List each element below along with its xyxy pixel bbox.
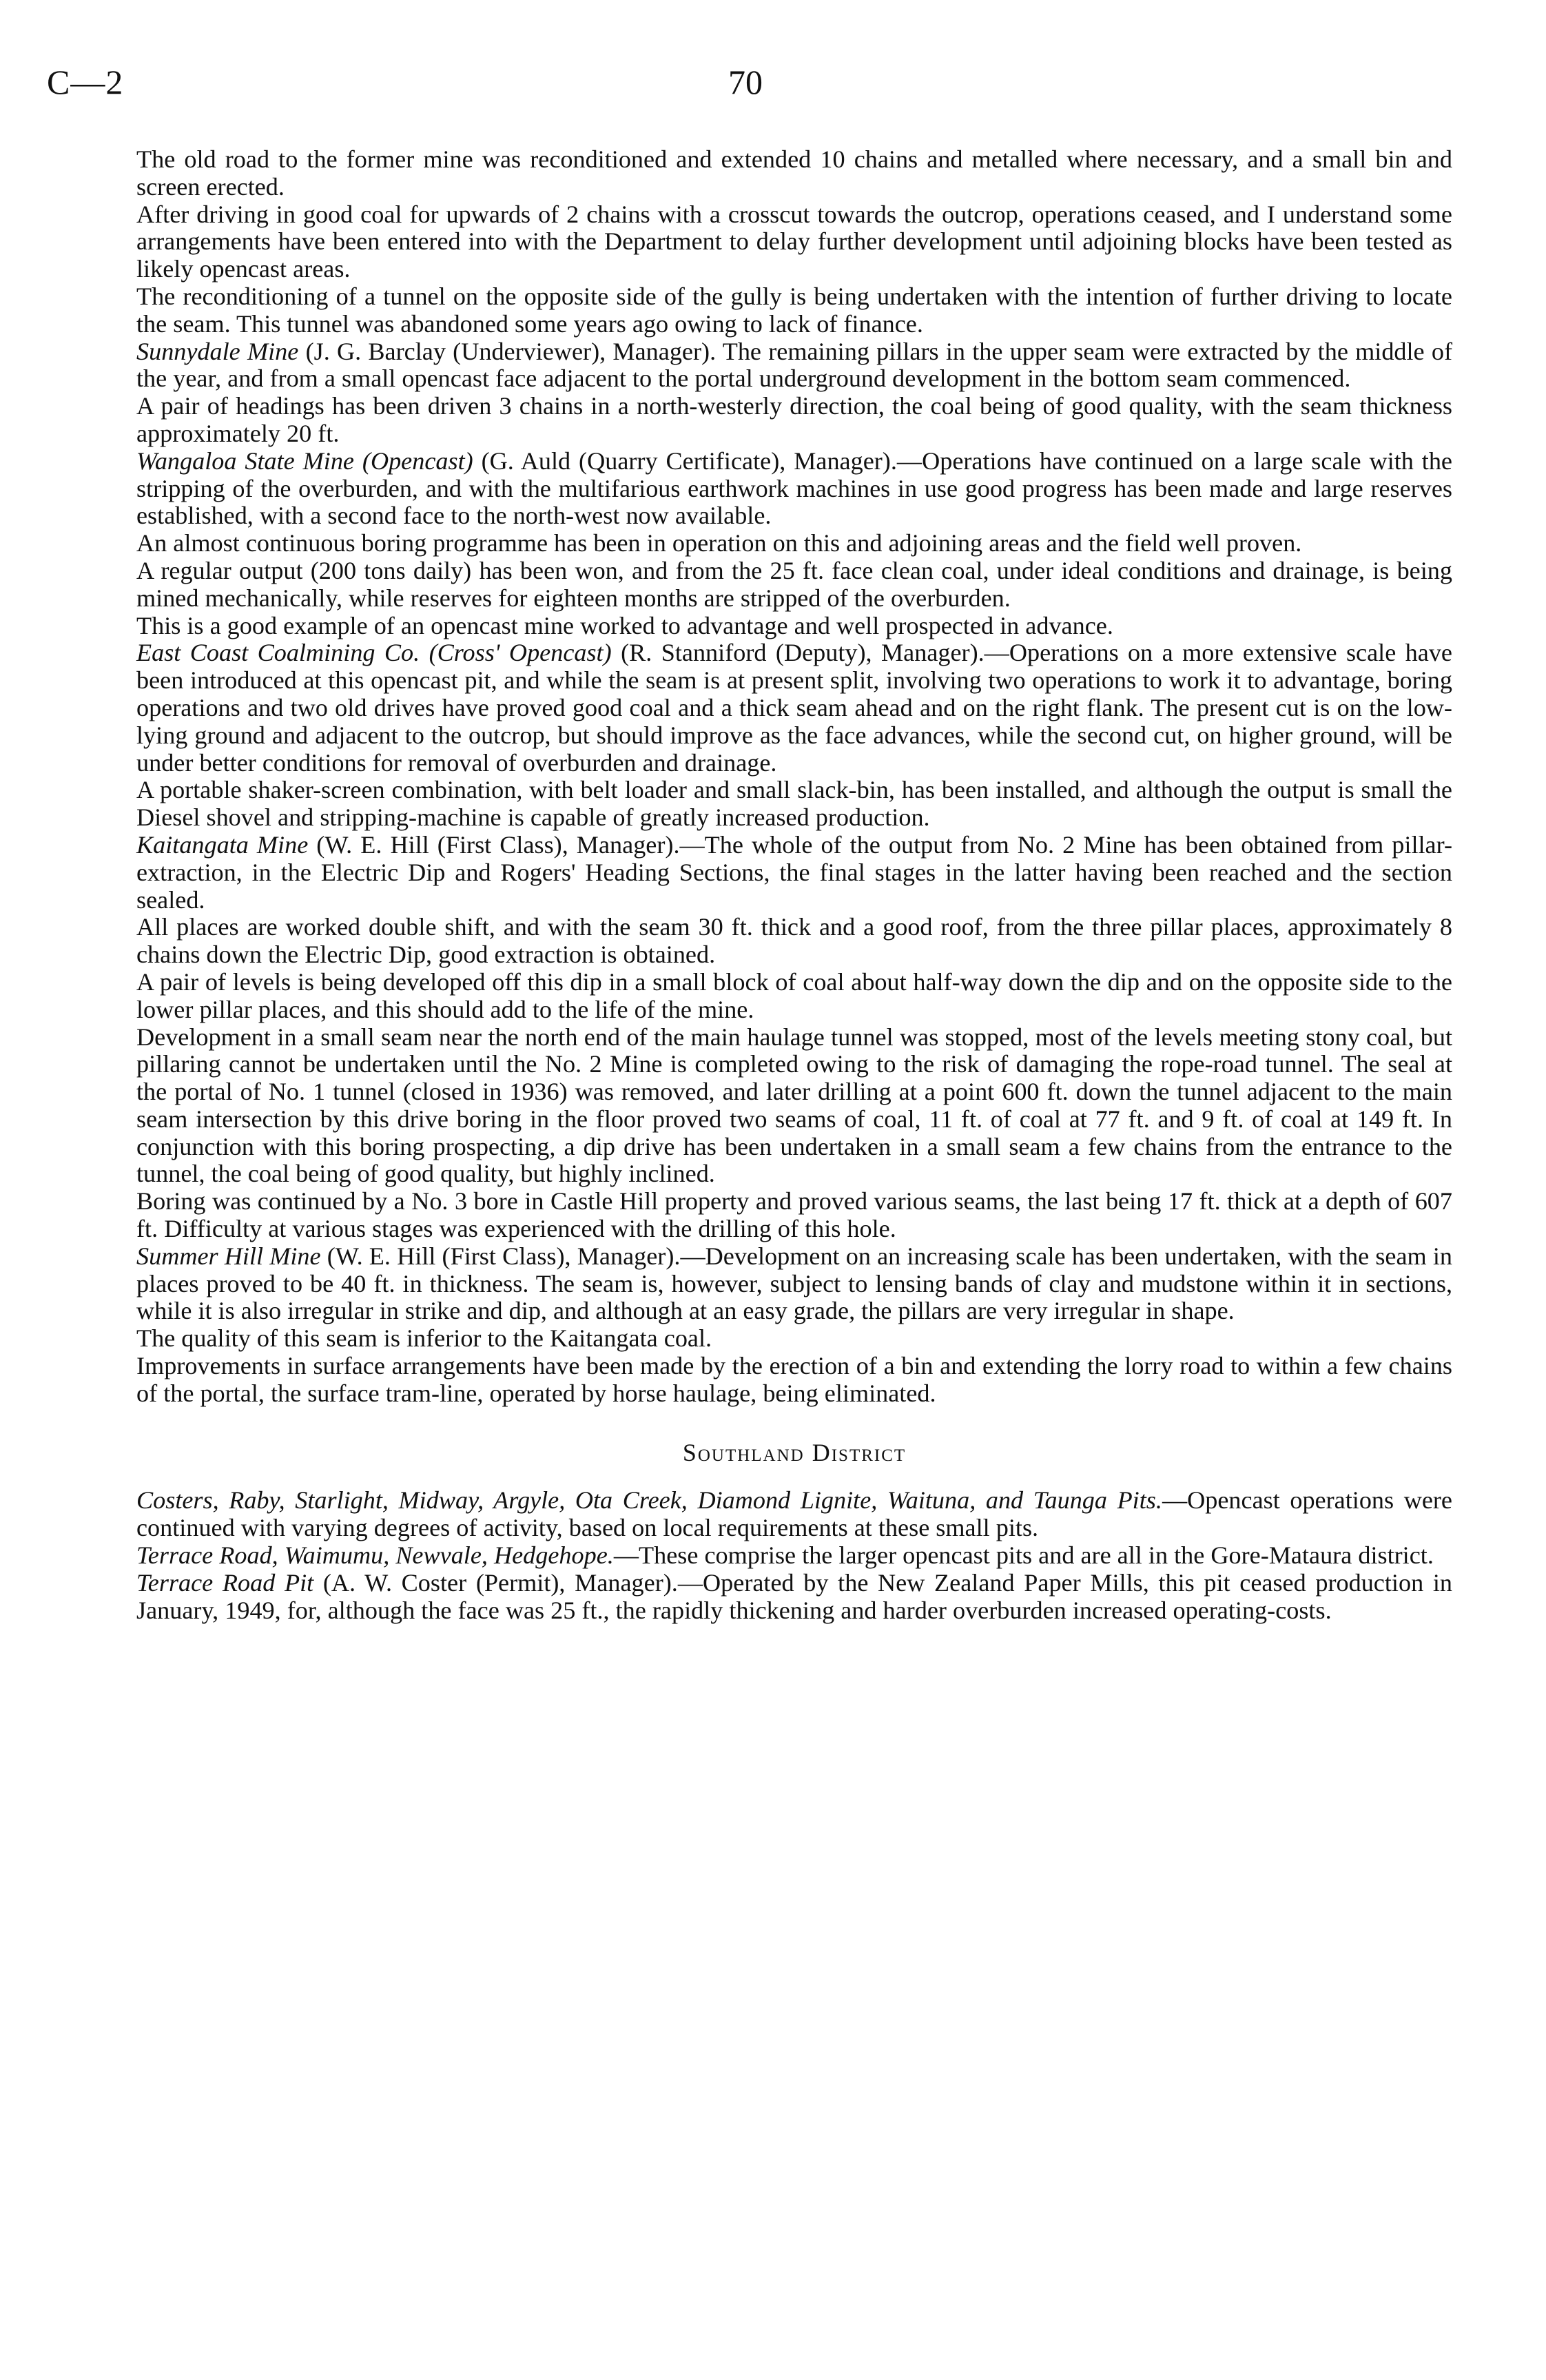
body-text bbox=[136, 146, 1452, 1624]
paragraph-small-pits: Costers, Raby, Starlight, Midway, Argyle, Ota Creek, Diamond Lignite, Waituna, and Taunga Pits.—Opencast operations were continued with varying degrees of activity, based on local requirements at these small pits. bbox=[136, 1486, 1452, 1542]
paragraph-terrace-road-pit: Terrace Road Pit (A. W. Coster (Permit), Manager).—Operated by the New Zealand Paper Mills, this pit ceased production in January, 1949, for, although the face was 25 ft., the rapidly thickening and harder overburden increased operating-costs. bbox=[136, 1568, 1452, 1624]
paragraph-sunnydale-mine: Sunnydale Mine (J. G. Barclay (Underviewer), Manager). The remaining pillars in the upper seam were extracted by the middle of the year, and from a small opencast face adjacent to the portal underground development in the bottom seam commenced. bbox=[136, 337, 1452, 393]
paragraph: Improvements in surface arrangements have been made by the erection of a bin and extending the lorry road to within a few chains of the portal, the surface tram-line, operated by horse haulage, being eliminated. bbox=[136, 1352, 1452, 1407]
section-heading: Southland District bbox=[682, 1438, 907, 1466]
paragraph: The quality of this seam is inferior to the Kaitangata coal. bbox=[136, 1324, 712, 1353]
mine-name: Kaitangata Mine bbox=[136, 830, 309, 859]
paragraph: All places are worked double shift, and with the seam 30 ft. thick and a good roof, from the three pillar places, approximately 8 chains down the Electric Dip, good extraction is obtained. bbox=[136, 913, 1452, 969]
page-number: 70 bbox=[728, 63, 763, 101]
paragraph: Boring was continued by a No. 3 bore in Castle Hill property and proved various seams, the last being 17 ft. thick at a depth of 607 ft. Difficulty at various stages was experienced with the drilling of this hole. bbox=[136, 1187, 1452, 1243]
mine-name: East Coast Coalmining Co. (Cross' Opencast) bbox=[136, 639, 612, 667]
mine-name: Wangaloa State Mine (Opencast) bbox=[136, 447, 473, 475]
paragraph: A pair of levels is being developed off this dip in a small block of coal about half-way down the dip and on the opposite side to the lower pillar places, and this should add to the life of the mine. bbox=[136, 967, 1452, 1023]
report-code: C—2 bbox=[47, 63, 124, 101]
paragraph-summer-hill-mine: Summer Hill Mine (W. E. Hill (First Class), Manager).—Development on an increasing scale has been undertaken, with the seam in places proved to be 40 ft. in thickness. The seam is, however, subject to lensing bands of clay and mudstone within it in sections, while it is also irregular in strike and dip, and although at an easy grade, the pillars are very irregular in shape. bbox=[136, 1242, 1452, 1325]
mine-name: Summer Hill Mine bbox=[136, 1242, 321, 1270]
paragraph-wangaloa-mine: Wangaloa State Mine (Opencast) (G. Auld (Quarry Certificate), Manager).—Operations have continued on a large scale with the stripping of the overburden, and with the multifarious earthwork machines in use good progress has been made and large reserves established, with a second face to the north-west now available. bbox=[136, 447, 1452, 530]
paragraph: An almost continuous boring programme has been in operation on this and adjoining areas and the field well proven. bbox=[136, 529, 1302, 557]
paragraph: This is a good example of an opencast mine worked to advantage and well prospected in advance. bbox=[136, 611, 1113, 639]
paragraph: The reconditioning of a tunnel on the opposite side of the gully is being undertaken with the intention of further driving to locate the seam. This tunnel was abandoned some years ago owing to lack of finance. bbox=[136, 282, 1452, 338]
paragraph-east-coast: East Coast Coalmining Co. (Cross' Opencast) (R. Stanniford (Deputy), Manager).—Operations on a more extensive scale have been introduced at this opencast pit, and while the seam is at present split, involving two operations to work it to advantage, boring operations and two old drives have proved good coal and a thick seam ahead and on the right flank. The present cut is on the low-lying ground and adjacent to the outcrop, but should improve as the face advances, while the second cut, on higher ground, will be under better conditions for removal of overburden and drainage. bbox=[136, 639, 1452, 777]
paragraph-larger-pits: Terrace Road, Waimumu, Newvale, Hedgehope.—These comprise the larger opencast pits and are all in the Gore-Mataura district. bbox=[136, 1541, 1434, 1570]
paragraph: The old road to the former mine was reconditioned and extended 10 chains and metalled where necessary, and a small bin and screen erected. bbox=[136, 145, 1452, 201]
paragraph: After driving in good coal for upwards of 2 chains with a crosscut towards the outcrop, operations ceased, and I understand some arrangements have been entered into with the Department to delay further development until adjoining blocks have been tested as likely opencast areas. bbox=[136, 200, 1452, 283]
paragraph: A pair of headings has been driven 3 chains in a north-westerly direction, the coal being of good quality, with the seam thickness approximately 20 ft. bbox=[136, 392, 1452, 447]
paragraph: Development in a small seam near the north end of the main haulage tunnel was stopped, most of the levels meeting stony coal, but pillaring cannot be undertaken until the No. 2 Mine is completed owing to the risk of damaging the rope-road tunnel. The seal at the portal of No. 1 tunnel (closed in 1936) was removed, and later drilling at a point 600 ft. down the tunnel adjacent to the main seam intersection by this drive boring in the floor proved two seams of coal, 11 ft. of coal at 77 ft. and 9 ft. of coal at 149 ft. In conjunction with this boring prospecting, a dip drive has been undertaken in a small seam a few chains from the entrance to the tunnel, the coal being of good quality, but highly inclined. bbox=[136, 1023, 1452, 1188]
mine-name: Costers, Raby, Starlight, Midway, Argyle, Ota Creek, Diamond Lignite, Waituna, and Taunga Pits. bbox=[136, 1486, 1162, 1515]
mine-name: Sunnydale Mine bbox=[136, 337, 299, 365]
paragraph: A regular output (200 tons daily) has been won, and from the 25 ft. face clean coal, under ideal conditions and drainage, is being mined mechanically, while reserves for eighteen months are stripped of the overburden. bbox=[136, 556, 1452, 612]
paragraph-kaitangata-mine: Kaitangata Mine (W. E. Hill (First Class), Manager).—The whole of the output from No. 2 Mine has been obtained from pillar-extraction, in the Electric Dip and Rogers' Heading Sections, the final stages in the latter having been reached and the section sealed. bbox=[136, 830, 1452, 914]
mine-name: Terrace Road Pit bbox=[136, 1568, 314, 1597]
mine-name: Terrace Road, Waimumu, Newvale, Hedgehope. bbox=[136, 1541, 614, 1570]
paragraph: A portable shaker-screen combination, with belt loader and small slack-bin, has been installed, and although the output is small the Diesel shovel and stripping-machine is capable of greatly increased production. bbox=[136, 776, 1452, 832]
